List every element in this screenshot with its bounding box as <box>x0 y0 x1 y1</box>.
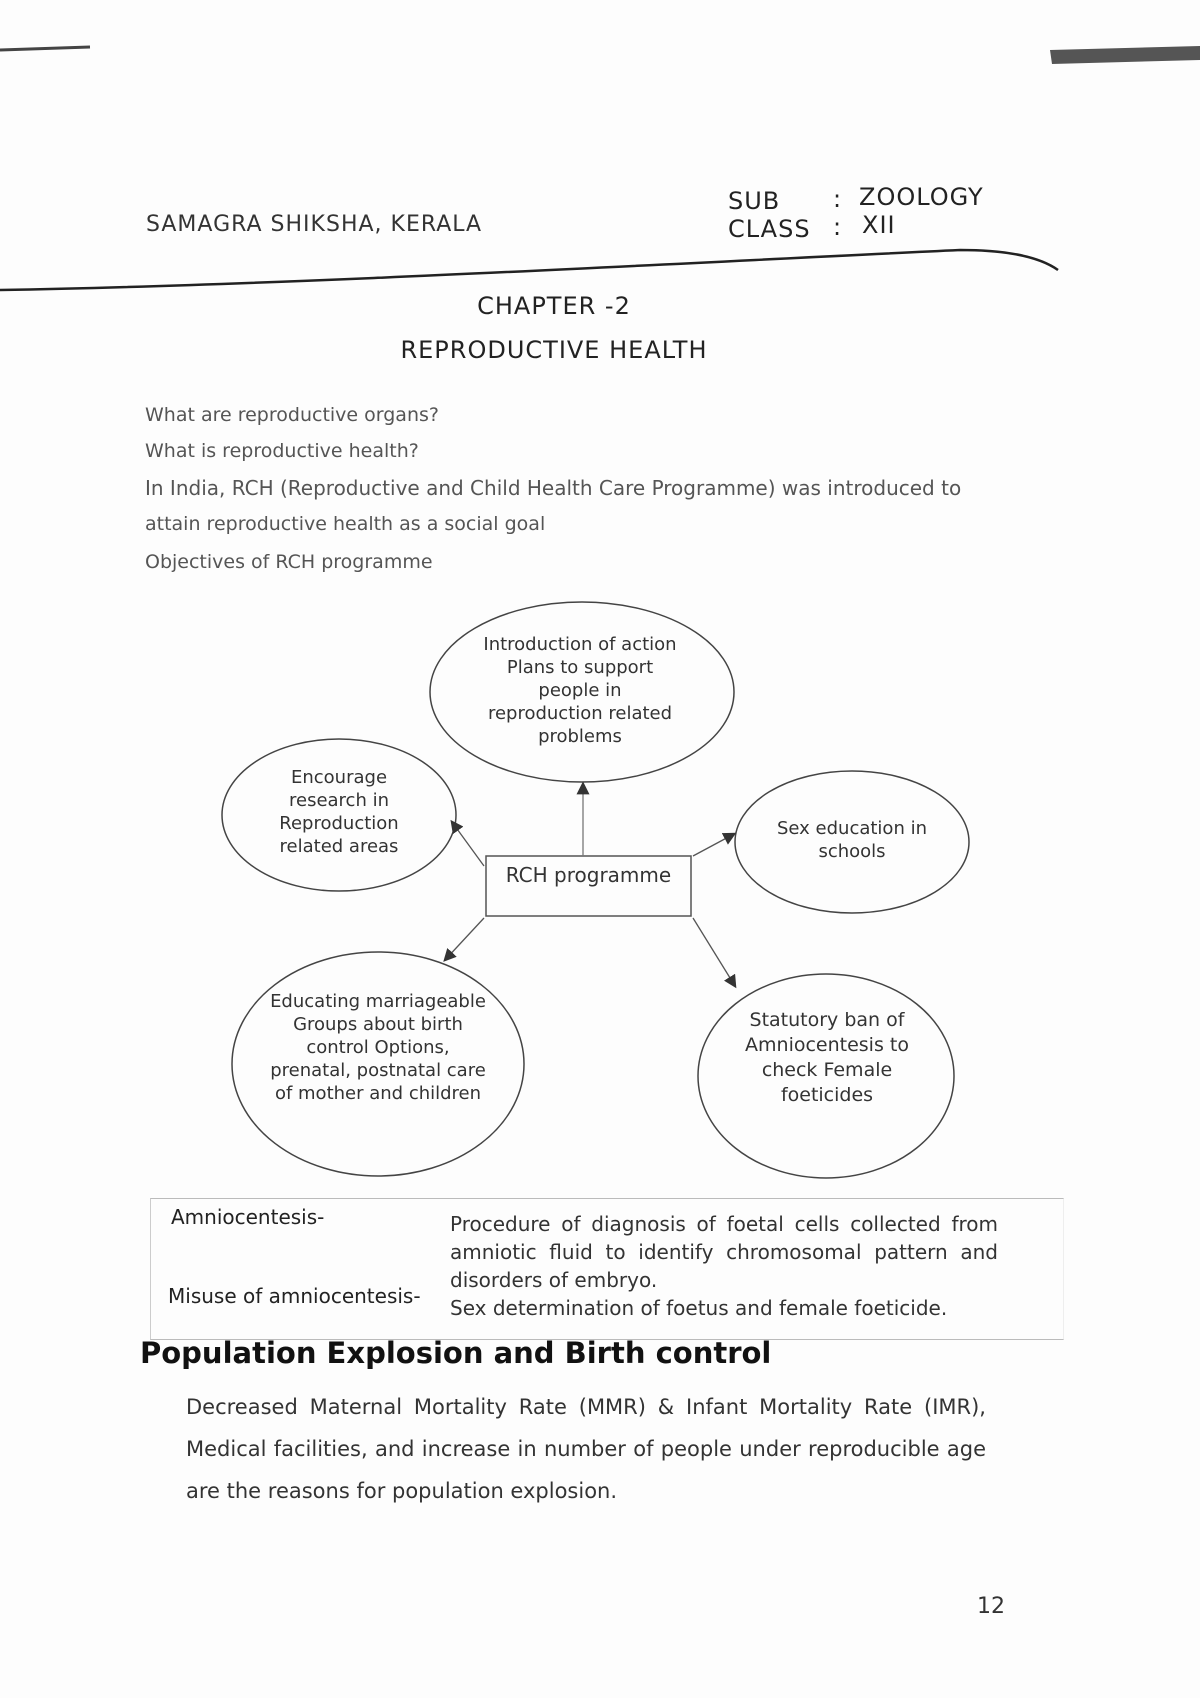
definition-description: Procedure of diagnosis of foetal cells collected from amniotic fluid to identify chromosomal pattern and disorders of embryo. <box>450 1212 998 1292</box>
arrow-to-bottom-right <box>693 918 735 986</box>
header-rules <box>0 0 1200 320</box>
section-paragraph: Decreased Maternal Mortality Rate (MMR) & Infant Mortality Rate (IMR), Medical facilities, and increase in number of people under reproducible age are the reasons for population explosion. <box>186 1395 986 1503</box>
question-line: What is reproductive health? <box>145 440 419 462</box>
page-number: 12 <box>977 1594 1005 1619</box>
arrow-to-bottom-left <box>445 918 484 960</box>
intro-line: attain reproductive health as a social goal <box>145 513 546 535</box>
objectives-heading: Objectives of RCH programme <box>145 551 433 573</box>
center-box-label: RCH programme <box>505 863 672 887</box>
node-left-text: Encourage research in Reproduction related areas <box>279 767 399 857</box>
node-top-text: Introduction of action Plans to support people in reproduction related problems <box>483 634 677 747</box>
organization-name: SAMAGRA SHIKSHA, KERALA <box>146 212 483 237</box>
chapter-title: REPRODUCTIVE HEALTH <box>400 336 708 364</box>
chapter-number: CHAPTER -2 <box>477 292 631 320</box>
node-right-text: Sex education in schools <box>776 818 927 862</box>
question-line: What are reproductive organs? <box>145 404 439 426</box>
intro-line: In India, RCH (Reproductive and Child Health Care Programme) was introduced to <box>145 476 962 500</box>
subject-separator: : <box>833 185 843 213</box>
definition-description: Sex determination of foetus and female foeticide. <box>450 1296 948 1320</box>
class-label: CLASS <box>728 215 811 243</box>
class-value: XII <box>862 211 896 239</box>
arrow-to-right <box>693 834 734 856</box>
class-separator: : <box>833 213 843 241</box>
arrow-to-left <box>452 822 484 866</box>
section-heading: Population Explosion and Birth control <box>140 1336 772 1370</box>
definition-term: Misuse of amniocentesis- <box>168 1284 421 1308</box>
subject-label: SUB <box>728 187 781 215</box>
definition-term: Amniocentesis- <box>171 1205 325 1229</box>
node-bottom-left-text: Educating marriageable Groups about birth control Options, prenatal, postnatal care of mother and children <box>270 991 486 1104</box>
node-bottom-right-text: Statutory ban of Amniocentesis to check Female foeticides <box>745 1009 909 1106</box>
subject-value: ZOOLOGY <box>859 183 984 211</box>
